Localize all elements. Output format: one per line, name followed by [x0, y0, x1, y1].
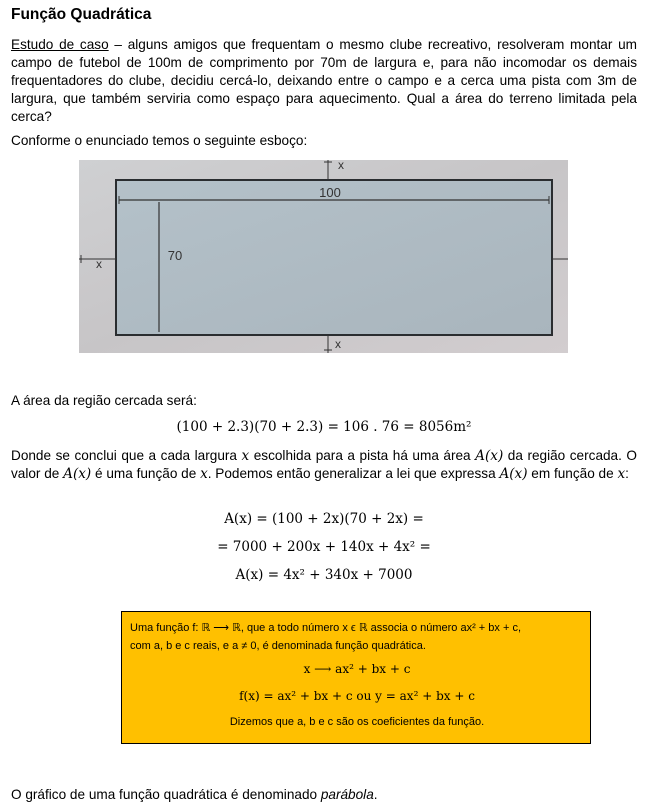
left-dimension-label: 70	[167, 248, 183, 263]
conclusion-paragraph: Donde se conclui que a cada largura x escolhida para a pista há uma área A(x) da região cercada. O valor de A(x) é uma função de x. Podemos então generalizar a lei que expressa A(x) em função de x:	[11, 448, 638, 482]
case-study-paragraph	[11, 36, 637, 126]
margin-label-top: x	[338, 160, 344, 172]
definition-box	[121, 611, 591, 744]
top-dimension-label: 100	[319, 185, 341, 200]
equation-line-2: = 7000 + 200x + 140x + 4x² =	[217, 539, 431, 555]
margin-label-bottom: x	[335, 337, 341, 351]
equation-line-1: A(x) = (100 + 2x)(70 + 2x) =	[224, 511, 424, 527]
case-study-text: – alguns amigos que frequentam o mesmo clube recreativo, resolveram montar um campo de futebol de 100m de comprimento por 70m de largura e, para não incomodar os demais frequentadores do clube, decidiu cercá-lo, deixando entre o campo e a cerca uma pista com 3m de largura, que também serviria como espaço para aquecimento. Qual a área do terreno limitada pela cerca?	[11, 37, 637, 124]
area-intro: A área da região cercada será:	[11, 393, 197, 408]
closing-sentence: O gráfico de uma função quadrática é denominado parábola.	[11, 787, 378, 802]
field-sketch-image	[79, 160, 568, 353]
definition-text: Uma função f: ℝ ⟶ ℝ, que a todo número x ϵ ℝ associa o número ax² + bx + c, com a, b e c reais, e a ≠ 0, é denominada função quadrática.	[130, 622, 521, 652]
definition-coefficients: Dizemos que a, b e c são os coeficientes da função.	[229, 716, 485, 728]
parabola-term: parábola	[320, 787, 374, 802]
page-title: Função Quadrática	[11, 6, 152, 23]
definition-mapping: x ⟶ ax² + bx + c	[303, 662, 411, 676]
case-study-label: Estudo de caso	[11, 37, 109, 52]
definition-forms: f(x) = ax² + bx + c ou y = ax² + bx + c	[239, 689, 475, 703]
margin-label-left: x	[96, 257, 102, 271]
sketch-intro: Conforme o enunciado temos o seguinte esboço:	[11, 133, 308, 148]
equation-line-3: A(x) = 4x² + 340x + 7000	[235, 567, 413, 583]
area-equation: (100 + 2.3)(70 + 2.3) = 106 . 76 = 8056m²	[176, 419, 472, 435]
